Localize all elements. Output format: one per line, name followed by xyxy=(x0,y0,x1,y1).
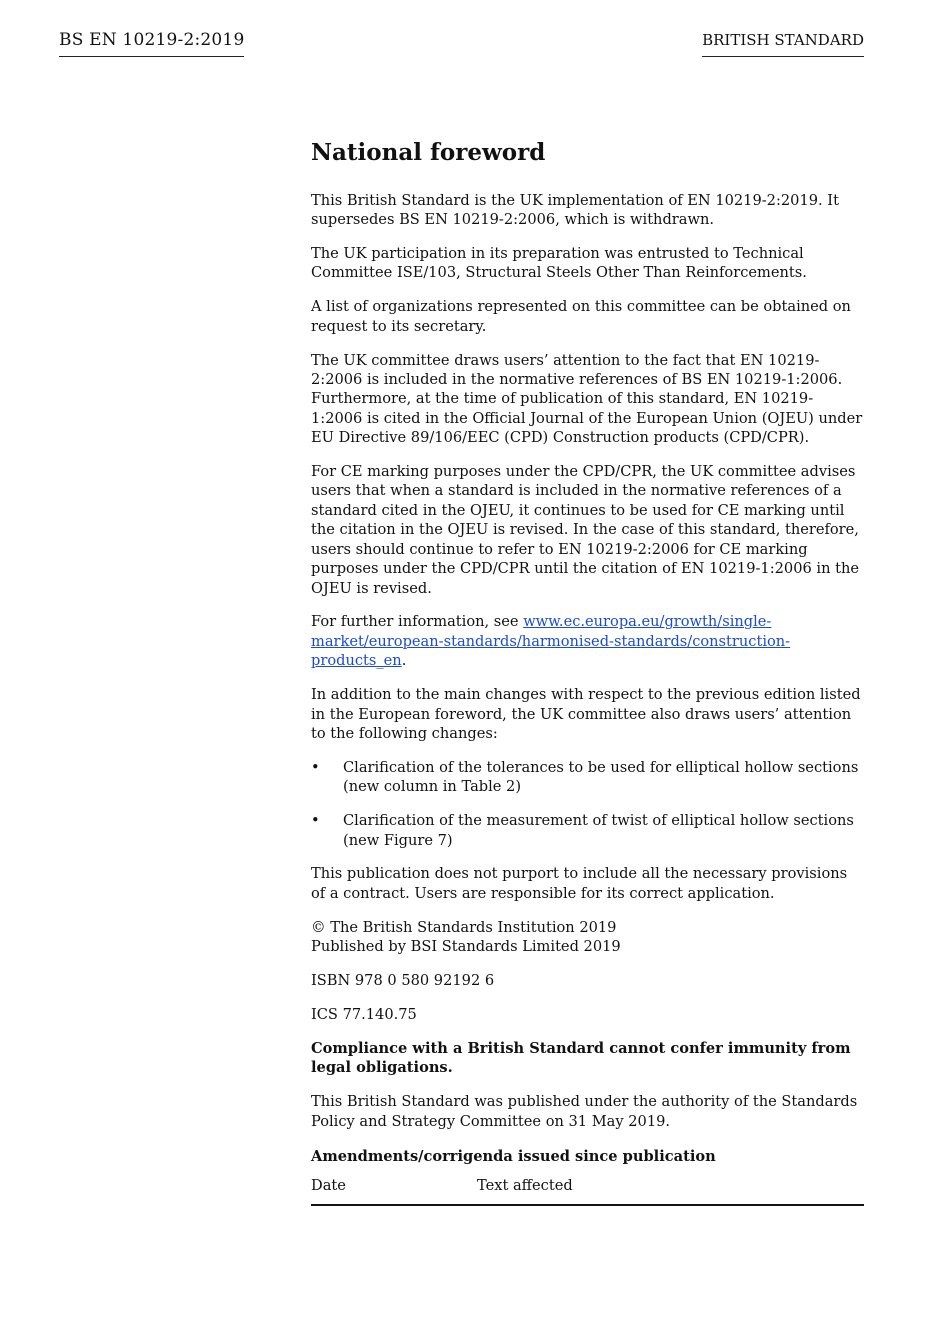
paragraph-disclaimer: This publication does not purport to include all the necessary provisions of a contract. Users are responsible for its correct application. xyxy=(311,865,848,902)
amendments-col-date: Date xyxy=(311,1177,346,1195)
list-item xyxy=(311,811,864,850)
further-info-suffix: . xyxy=(401,652,407,670)
paragraph-copyright xyxy=(311,918,864,957)
paragraph-authority: This British Standard was published under the authority of the Standards Policy and Strategy Committee on 31 May 2019. xyxy=(311,1093,858,1130)
series-label: BRITISH STANDARD xyxy=(702,31,864,57)
publisher-line: Published by BSI Standards Limited 2019 xyxy=(311,938,621,956)
list-item-text: Clarification of the measurement of twist of elliptical hollow sections (new Figure 7) xyxy=(343,812,854,849)
ics: ICS 77.140.75 xyxy=(311,1006,417,1023)
bullet-icon: • xyxy=(311,758,320,776)
paragraph-normative-references: The UK committee draws users’ attention to the fact that EN 10219-2:2006 is included in the normative references of BS EN 10219-1:2006. Furthermore, at the time of publication of this standard, EN 10219-1:2006 is cited in the Official Journal of the European Union (OJEU) under EU Directive 89/106/EEC (CPD) Construction products (CPD/CPR). xyxy=(311,351,863,447)
bullet-icon: • xyxy=(311,812,320,830)
compliance-statement: Compliance with a British Standard cannot confer immunity from legal obligations. xyxy=(311,1039,851,1077)
paragraph-implementation: This British Standard is the UK implementation of EN 10219-2:2019. It supersedes BS EN 10219-2:2006, which is withdrawn. xyxy=(311,191,839,228)
list-item xyxy=(311,758,864,797)
copyright-line: © The British Standards Institution 2019 xyxy=(311,918,617,936)
further-info-link[interactable]: www.ec.europa.eu/growth/single-market/european-standards/harmonised-standards/construction-products_en xyxy=(311,613,791,670)
paragraph-committee: The UK participation in its preparation was entrusted to Technical Committee ISE/103, Structural Steels Other Than Reinforcements. xyxy=(311,244,807,282)
further-info-prefix: For further information, see xyxy=(311,613,524,631)
changes-list xyxy=(311,758,864,850)
paragraph-organizations: A list of organizations represented on this committee can be obtained on request to its secretary. xyxy=(311,298,851,335)
amendments-col-text: Text affected xyxy=(477,1177,573,1195)
document-number: BS EN 10219-2:2019 xyxy=(59,30,244,57)
paragraph-changes-intro: In addition to the main changes with respect to the previous edition listed in the European foreword, the UK committee also draws users’ attention to the following changes: xyxy=(311,686,861,742)
foreword-content xyxy=(311,139,864,1206)
amendments-table xyxy=(311,1176,864,1205)
paragraph-ce-marking: For CE marking purposes under the CPD/CPR, the UK committee advises users that when a standard is included in the normative references of a standard cited in the OJEU, it continues to be used for CE marking until the citation in the OJEU is revised. In the case of this standard, therefore, users should continue to refer to EN 10219-2:2006 for CE marking purposes under the CPD/CPR until the citation of EN 10219-1:2006 in the OJEU is revised. xyxy=(311,463,860,597)
isbn: ISBN 978 0 580 92192 6 xyxy=(311,972,495,990)
page-title: National foreword xyxy=(311,139,546,166)
list-item-text: Clarification of the tolerances to be used for elliptical hollow sections (new column in Table 2) xyxy=(343,758,859,796)
paragraph-further-info xyxy=(311,612,864,670)
amendments-title: Amendments/corrigenda issued since publication xyxy=(311,1148,716,1166)
